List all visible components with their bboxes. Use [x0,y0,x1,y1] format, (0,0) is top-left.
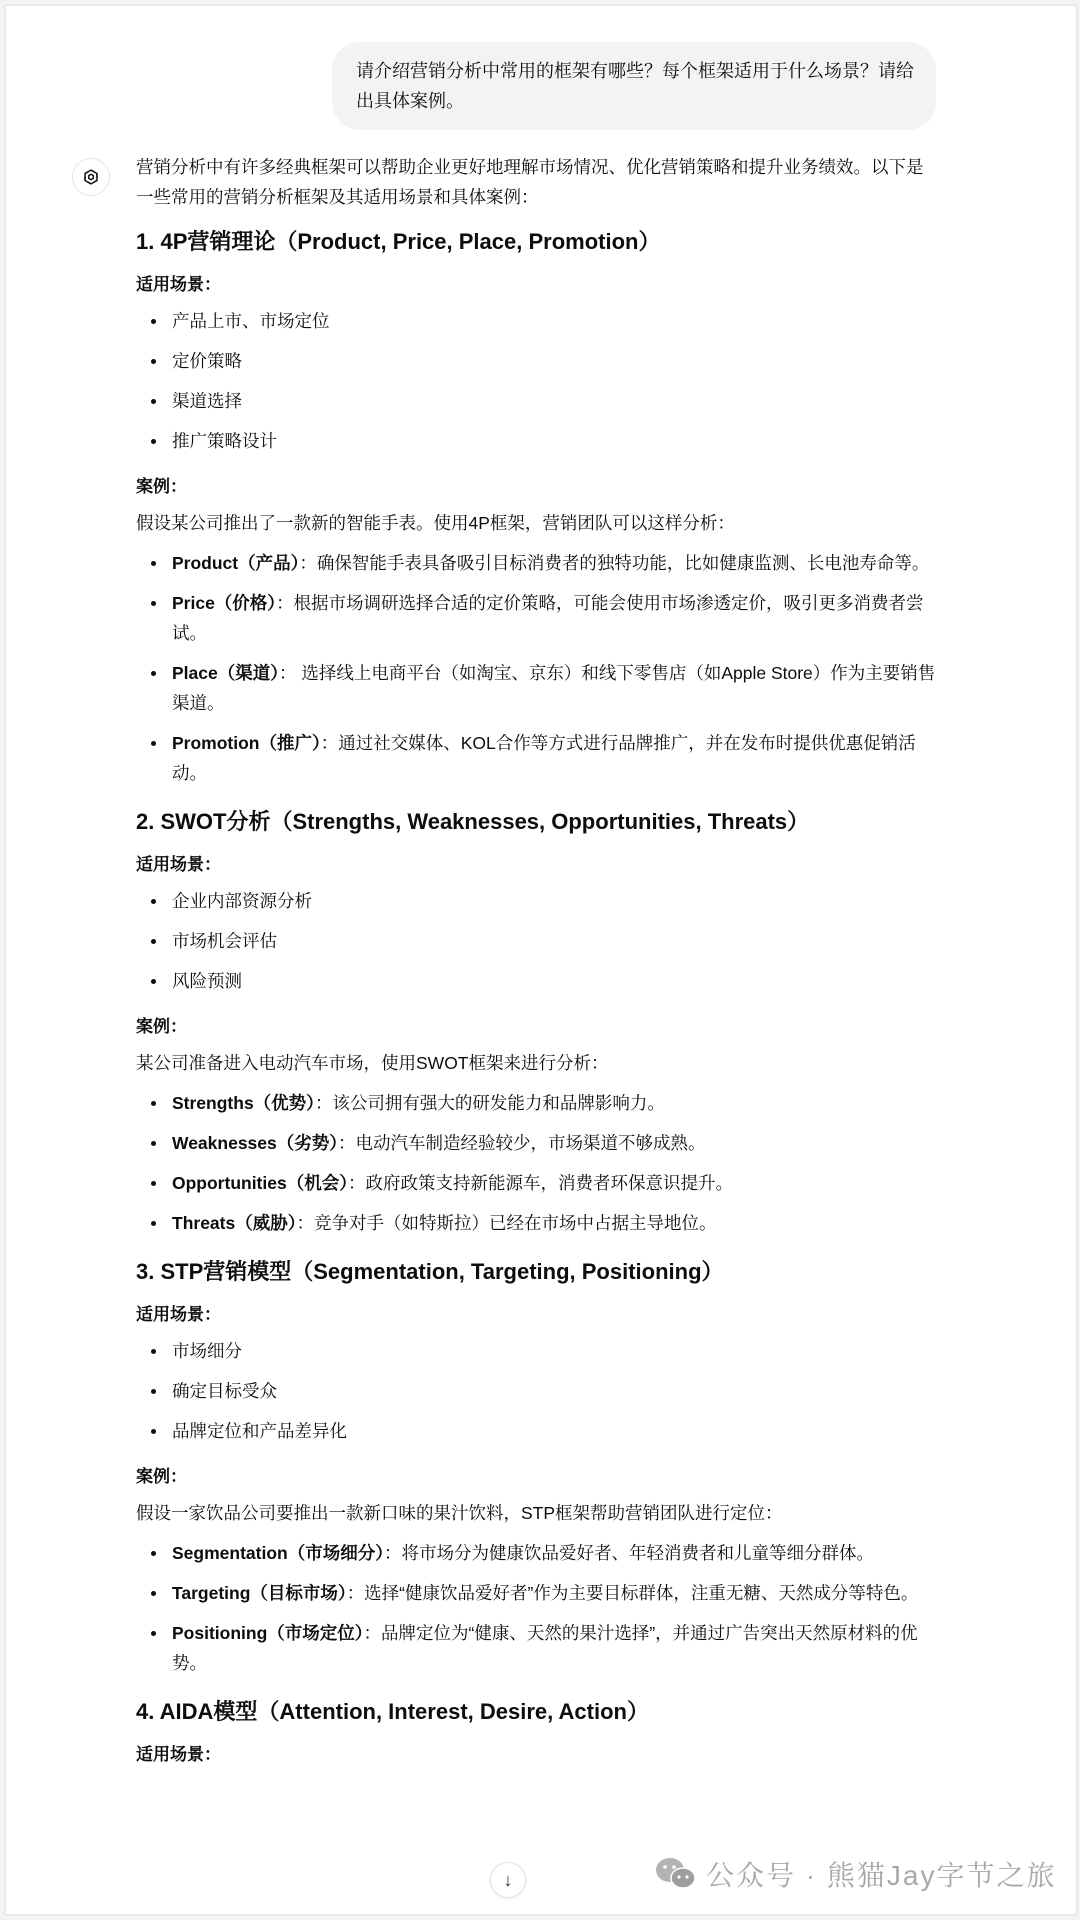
case-label: 案例： [136,1017,187,1036]
chat-window [5,5,1077,1915]
scenes-label: 适用场景： [136,1745,221,1764]
scroll-to-bottom-button[interactable] [490,1862,526,1898]
case-list [136,1538,936,1678]
scenes-label: 适用场景： [136,855,221,874]
case-term: Segmentation（市场细分） [172,1543,384,1563]
case-text: ：品牌定位为“健康、天然的果汁选择”，并通过广告突出天然原材料的优势。 [172,1623,918,1673]
case-intro: 假设某公司推出了一款新的智能手表。使用4P框架，营销团队可以这样分析： [136,513,735,533]
section-heading: 1. 4P营销理论（Product, Price, Place, Promotion） [136,229,661,254]
scenes-label: 适用场景： [136,275,221,294]
list-item: 定价策略 [136,346,936,376]
case-text: ：政府政策支持新能源车，消费者环保意识提升。 [347,1173,733,1193]
section-heading: 2. SWOT分析（Strengths, Weaknesses, Opportunities, Threats） [136,809,810,834]
list-item: 确定目标受众 [136,1376,936,1406]
case-term: Place（渠道） [172,663,279,683]
list-item: 推广策略设计 [136,426,936,456]
case-label: 案例： [136,1467,187,1486]
list-item [136,1168,936,1198]
list-item: 市场机会评估 [136,926,936,956]
list-item: 市场细分 [136,1336,936,1366]
case-term: Strengths（优势） [172,1093,315,1113]
section-heading: 4. AIDA模型（Attention, Interest, Desire, Action） [136,1699,649,1724]
case-text: ：选择“健康饮品爱好者”作为主要目标群体，注重无糖、天然成分等特色。 [346,1583,919,1603]
arrow-down-icon: ↓ [503,1869,513,1890]
case-label: 案例： [136,477,187,496]
list-item: 产品上市、市场定位 [136,306,936,336]
intro-paragraph: 营销分析中有许多经典框架可以帮助企业更好地理解市场情况、优化营销策略和提升业务绩效。以下是一些常用的营销分析框架及其适用场景和具体案例： [136,157,924,207]
case-text: ：将市场分为健康饮品爱好者、年轻消费者和儿童等细分群体。 [383,1543,874,1563]
list-item [136,728,936,788]
case-text: ：电动汽车制造经验较少，市场渠道不够成熟。 [338,1133,706,1153]
list-item [136,658,936,718]
case-term: Product（产品） [172,553,300,573]
case-term: Opportunities（机会） [172,1173,348,1193]
list-item [136,1618,936,1678]
list-item: 风险预测 [136,966,936,996]
assistant-avatar [72,158,110,196]
assistant-content [136,158,936,1770]
case-term: Promotion（推广） [172,733,321,753]
case-intro: 某公司准备进入电动汽车市场，使用SWOT框架来进行分析： [136,1053,609,1073]
scenes-label: 适用场景： [136,1305,221,1324]
list-item [136,1538,936,1568]
list-item [136,548,936,578]
scenes-list [136,1336,936,1446]
user-message-bubble: 请介绍营销分析中常用的框架有哪些？每个框架适用于什么场景？请给出具体案例。 [332,42,936,130]
case-text: ： 选择线上电商平台（如淘宝、京东）和线下零售店（如Apple Store）作为主要销售渠道。 [172,663,936,713]
case-term: Positioning（市场定位） [172,1623,364,1643]
scenes-list [136,306,936,456]
wechat-icon [654,1855,698,1893]
list-item [136,588,936,648]
list-item [136,1128,936,1158]
case-term: Targeting（目标市场） [172,1583,347,1603]
case-term: Threats（威胁） [172,1213,297,1233]
case-text: ：确保智能手表具备吸引目标消费者的独特功能，比如健康监测、长电池寿命等。 [299,553,930,573]
list-item: 渠道选择 [136,386,936,416]
case-list [136,548,936,788]
scenes-list [136,886,936,996]
case-term: Price（价格） [172,593,277,613]
case-text: ：该公司拥有强大的研发能力和品牌影响力。 [314,1093,665,1113]
case-text: ：竞争对手（如特斯拉）已经在市场中占据主导地位。 [296,1213,717,1233]
case-text: ：根据市场调研选择合适的定价策略，可能会使用市场渗透定价，吸引更多消费者尝试。 [172,593,924,643]
watermark-text: 公众号 · 熊猫Jay字节之旅 [706,1860,1057,1891]
list-item [136,1208,936,1238]
watermark [654,1852,1056,1896]
list-item [136,1088,936,1118]
case-intro: 假设一家饮品公司要推出一款新口味的果汁饮料，STP框架帮助营销团队进行定位： [136,1503,783,1523]
list-item: 企业内部资源分析 [136,886,936,916]
list-item [136,1578,936,1608]
case-list [136,1088,936,1238]
case-term: Weaknesses（劣势） [172,1133,339,1153]
list-item: 品牌定位和产品差异化 [136,1416,936,1446]
case-text: ：通过社交媒体、KOL合作等方式进行品牌推广，并在发布时提供优惠促销活动。 [172,733,916,783]
openai-logo-icon [80,166,102,188]
section-heading: 3. STP营销模型（Segmentation, Targeting, Positioning） [136,1259,724,1284]
